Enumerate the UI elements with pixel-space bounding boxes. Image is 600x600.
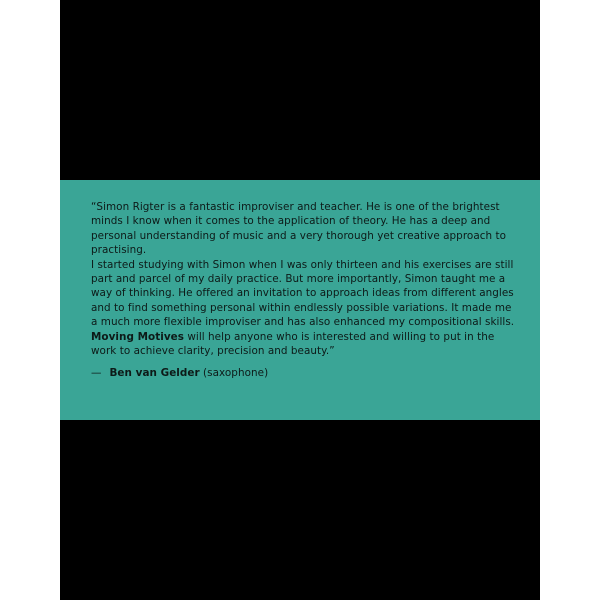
quote-paragraph-3 — [91, 330, 516, 359]
attribution-name: Ben van Gelder — [109, 367, 200, 380]
quote-paragraph-2: I started studying with Simon when I was only thirteen and his exercises are still part and parcel of my daily practice. But more importantly, Simon taught me a way of thinking. He offered an invitation to approach ideas from different angles and to find something personal within endlessly possible variations. It made me a much more flexible improviser and has also enhanced my compositional skills. — [91, 258, 515, 329]
attribution-role: (saxophone) — [199, 367, 269, 380]
quote-paragraph-1: “Simon Rigter is a fantastic improviser and teacher. He is one of the brightest minds I know when it comes to the application of theory. He has a deep and personal understanding of music and a very thorough yet creative approach to practising. — [91, 201, 507, 257]
quote-attribution — [91, 366, 516, 380]
attribution-dash: — — [91, 367, 102, 380]
book-title: Moving Motives — [91, 330, 184, 343]
quote-band — [60, 180, 540, 420]
testimonial-quote — [91, 200, 516, 358]
book-back-cover — [60, 0, 540, 600]
quote-paragraph-3-text: will help anyone who is interested and willing to put in the work to achieve clarity, precision and beauty.” — [91, 330, 495, 358]
